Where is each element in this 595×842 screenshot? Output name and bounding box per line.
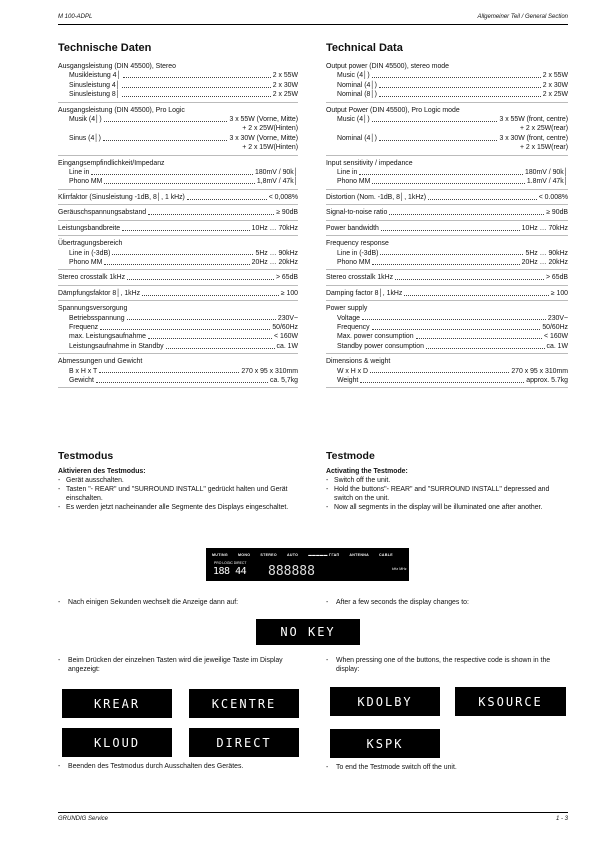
spec-row: Line in 180mV / 90k│	[337, 169, 568, 177]
spec-group	[58, 62, 298, 103]
spec-row: Stereo crosstalk 1kHz > 65dB	[58, 273, 298, 285]
spec-row: Leistungsbandbreite 10Hz … 70kHz	[58, 224, 298, 236]
spec-row: Distortion (Nom. -1dB, 8│, 1kHz) ˂ 0.008%	[326, 193, 568, 205]
note-end: - To end the Testmode switch off the unit.	[326, 763, 566, 772]
lcd-kdolby: KDOLBY	[330, 687, 440, 716]
list-item: - Es werden jetzt nacheinander alle Segmente des Displays eingeschaltet.	[58, 503, 302, 512]
spec-group	[326, 357, 568, 388]
spec-group	[58, 239, 298, 270]
spec-row: Signal-to-noise ratio ≥ 90dB	[326, 208, 568, 220]
group-head: Output power (DIN 45500), stereo mode	[326, 63, 449, 70]
group-head: Frequency response	[326, 240, 389, 248]
spec-row: max. Leistungsaufnahme < 160W	[69, 333, 298, 341]
spec-row: Power bandwidth 10Hz … 70kHz	[326, 224, 568, 236]
spec-row: Damping factor 8│, 1kHz ≥ 100	[326, 289, 568, 301]
spec-row: Sinusleistung 8│ 2 x 25W	[69, 91, 298, 99]
note-press: - Beim Drücken der einzelnen Tasten wird die jeweilige Taste im Display angezeigt:	[58, 656, 298, 674]
list-item: - Now all segments in the display will be illuminated one after another.	[326, 503, 568, 512]
group-head: Eingangsempfindlichkeit/Impedanz	[58, 159, 165, 167]
group-head: Ausgangsleistung (DIN 45500), Stereo	[58, 63, 176, 70]
lcd-krear: KREAR	[62, 689, 172, 718]
brand-label: GRUNDIG Service	[58, 816, 109, 822]
section-label: Allgemeiner Teil / General Section	[477, 14, 568, 20]
section-title: Technische Daten	[58, 42, 152, 54]
spec-row: Phono MM 20Hz … 20kHz	[337, 258, 568, 266]
spec-row: B x H x T 270 x 95 x 310mm	[69, 367, 298, 375]
spec-row: Line in (-3dB) 5Hz … 90kHz	[337, 249, 568, 257]
spec-row: Geräuschspannungsabstand ≥ 90dB	[58, 208, 298, 220]
spec-group	[58, 357, 298, 388]
spec-group	[326, 304, 568, 354]
page-number: 1 - 3	[555, 816, 568, 822]
testmodus-section	[58, 452, 302, 513]
group-head: Abmessungen und Gewicht	[58, 358, 143, 366]
spec-row: Music (4│) 3 x 55W (front, centre)	[337, 116, 568, 124]
page-header	[58, 12, 568, 25]
spec-continuation: + 2 x 15W(Hinten)	[242, 144, 298, 152]
spec-row: Stereo crosstalk 1kHz > 65dB	[326, 273, 568, 285]
spec-row: Musikleistung 4│ 2 x 55W	[69, 72, 298, 80]
spec-row: Gewicht ca. 5,7kg	[69, 376, 298, 384]
prologic-indicator: PRO LOGIC DIRECT	[214, 561, 247, 565]
lcd-ksource: KSOURCE	[455, 687, 566, 716]
spec-continuation: + 2 x 25W(Hinten)	[242, 125, 298, 133]
spec-row: Dämpfungsfaktor 8│, 1kHz ≥ 100	[58, 289, 298, 301]
spec-row: Klirrfaktor (Sinusleistung -1dB, 8│, 1 kHz) ˂ 0,008%	[58, 193, 298, 205]
section-title: Testmode	[326, 450, 375, 462]
spec-row: Music (4│) 2 x 55W	[337, 72, 568, 80]
lcd-no-key: NO KEY	[256, 619, 360, 645]
subheading: Aktivieren des Testmodus:	[58, 468, 146, 476]
spec-group	[326, 239, 568, 270]
group-head: Dimensions & weight	[326, 358, 391, 366]
technical-data	[326, 42, 568, 391]
spec-row: Leistungsaufnahme in Standby ca. 1W	[69, 342, 298, 350]
spec-row: Sinusleistung 4│ 2 x 30W	[69, 81, 298, 89]
page-footer	[58, 812, 568, 825]
list-item: - Gerät ausschalten.	[58, 476, 302, 485]
spec-row: Nominal (8│) 2 x 25W	[337, 91, 568, 99]
unit-indicator: kHz MHz	[392, 567, 407, 571]
spec-continuation: + 2 x 25W(rear)	[519, 125, 568, 133]
spec-group	[58, 106, 298, 156]
lcd-kcentre: KCENTRE	[189, 689, 299, 718]
group-head: Power supply	[326, 305, 368, 313]
spec-row: Nominal (4│) 3 x 30W (front, centre)	[337, 134, 568, 142]
group-head: Input sensitivity / impedance	[326, 159, 413, 167]
spec-row: Phono MM 20Hz … 20kHz	[69, 258, 298, 266]
segment-digits: 888888	[268, 564, 315, 579]
group-head: Übertragungsbereich	[58, 240, 123, 248]
subheading: Activating the Testmode:	[326, 468, 408, 476]
spec-group	[58, 159, 298, 190]
technische-daten	[58, 42, 298, 391]
spec-row: Weight approx. 5.7kg	[337, 376, 568, 384]
spec-row: Max. power consumption < 160W	[337, 333, 568, 341]
note-after: - After a few seconds the display changes to:	[326, 598, 568, 607]
group-head: Spannungsversorgung	[58, 305, 128, 313]
spec-row: Line in 180mV / 90k│	[69, 169, 298, 177]
indicator-row: MUTING MONO STEREO AUTO ▬▬▬▬▬ ΓΓΔΠ ANTENNA CABLE	[212, 553, 393, 557]
spec-group	[326, 62, 568, 103]
testmode-section	[326, 452, 568, 513]
spec-row: Voltage 230V~	[337, 314, 568, 322]
group-head: Output Power (DIN 45500), Pro Logic mode	[326, 106, 460, 114]
spec-row: Phono MM 1.8mV / 47k│	[337, 178, 568, 186]
note-after: - Nach einigen Sekunden wechselt die Anzeige dann auf:	[58, 598, 298, 607]
section-title: Testmodus	[58, 450, 114, 462]
spec-row: Line in (-3dB) 5Hz … 90kHz	[69, 249, 298, 257]
spec-group	[326, 106, 568, 156]
lcd-kloud: KLOUD	[62, 728, 172, 757]
spec-group	[58, 304, 298, 354]
section-title: Technical Data	[326, 42, 403, 54]
display-all-segments	[206, 548, 409, 581]
note-end: - Beenden des Testmodus durch Ausschalten des Gerätes.	[58, 762, 298, 771]
spec-row: W x H x D 270 x 95 x 310mm	[337, 367, 568, 375]
list-item: - Tasten "- REAR" und "SURROUND INSTALL" gedrückt halten und Gerät einschalten.	[58, 485, 302, 503]
spec-row: Frequenz 50/60Hz	[69, 323, 298, 331]
note-press: - When pressing one of the buttons, the respective code is shown in the display:	[326, 656, 566, 674]
spec-row: Musik (4│) 3 x 55W (Vorne, Mitte)	[69, 116, 298, 124]
lcd-direct: DIRECT	[189, 728, 299, 757]
spec-continuation: + 2 x 15W(rear)	[519, 144, 568, 152]
group-head: Ausgangsleistung (DIN 45500), Pro Logic	[58, 106, 185, 114]
spec-row: Nominal (4│) 2 x 30W	[337, 81, 568, 89]
channel-digits: 188 44	[213, 566, 247, 577]
model-label: M 100-ADPL	[58, 14, 93, 20]
spec-row: Standby power consumption ca. 1W	[337, 342, 568, 350]
spec-row: Betriebsspannung 230V~	[69, 314, 298, 322]
spec-row: Phono MM 1,8mV / 47k│	[69, 178, 298, 186]
spec-row: Frequency 50/60Hz	[337, 323, 568, 331]
lcd-kspk: KSPK	[330, 729, 440, 758]
list-item: - Switch off the unit.	[326, 476, 568, 485]
spec-group	[326, 159, 568, 190]
spec-row: Sinus (4│) 3 x 30W (Vorne, Mitte)	[69, 134, 298, 142]
list-item: - Hold the buttons"- REAR" and "SURROUND INSTALL" depressed and switch on the unit.	[326, 485, 568, 503]
